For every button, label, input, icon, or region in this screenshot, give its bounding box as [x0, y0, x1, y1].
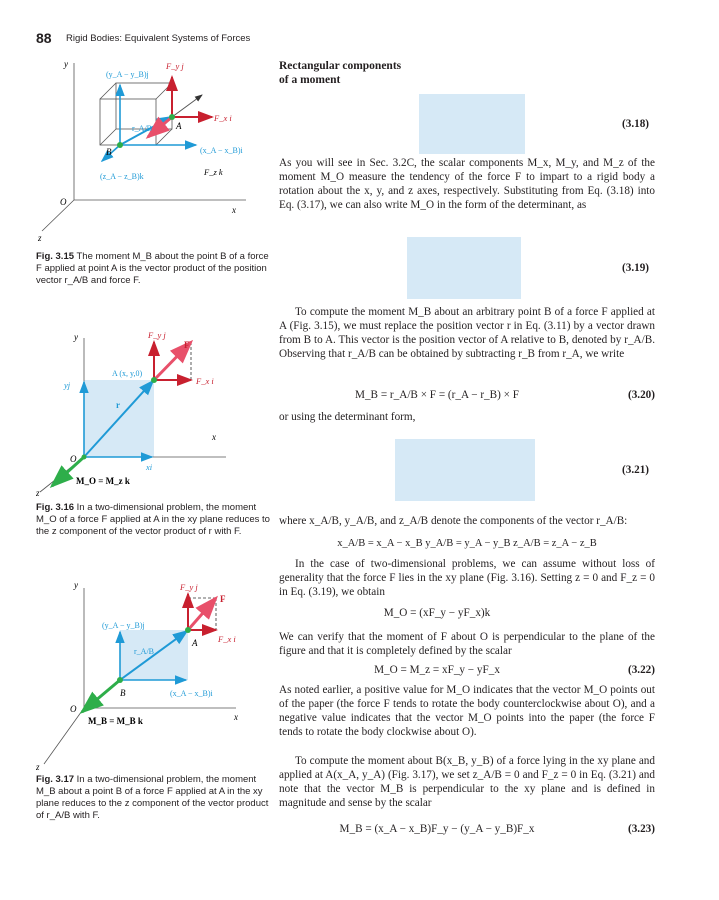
paragraph-7: As noted earlier, a positive value for M_O indicates that the vector M_O points out of the paper (the force F tends to rotate the body counterclockwise about O), and a negative value indicates that the vector M_O points into the paper (the force F tends to rotate the body clockwise about O).: [279, 684, 655, 739]
caption-label: Fig. 3.16: [36, 502, 75, 513]
label-O: O: [70, 704, 77, 714]
label-z: z: [38, 233, 42, 243]
label-x: x: [234, 712, 238, 722]
label-x: x: [212, 432, 216, 442]
point-A: [169, 114, 175, 120]
paragraph-8: To compute the moment about B(x_B, y_B) of a force lying in the xy plane and applied at A(x_A, y_A) (Fig. 3.17), we set z_A/B = 0 and F_z = 0 in Eq. (3.21) and note that the vector M_B is perpendicular to the xy plane and is defined in magnitude and sense by the scalar: [279, 755, 655, 810]
label-Fyj: F_y j: [166, 61, 184, 71]
caption-text: In a two-dimensional problem, the moment M_B about a point B of a force F applied at A in the xy plane reduces to the z component of the vector product of r_A/B with F.: [36, 774, 269, 821]
MB-vector: [82, 680, 120, 712]
equation-3-21-box: [395, 439, 535, 501]
label-Fzk: F_z k: [204, 167, 223, 177]
label-MO: M_O = M_z k: [76, 476, 130, 486]
label-z: z: [36, 762, 40, 770]
label-xAxB: (x_A − x_B)i: [170, 689, 213, 698]
paragraph-5: In the case of two-dimensional problems, we can assume without loss of generality that the force F lies in the xy plane (Fig. 3.16). Setting z = 0 and F_z = 0 in Eq. (3.19), we obtain: [279, 558, 655, 599]
label-MB: M_B = M_B k: [88, 716, 143, 726]
point-O: [82, 455, 87, 460]
label-y: y: [74, 580, 78, 590]
label-O: O: [70, 454, 77, 464]
label-Fxi: F_x i: [214, 113, 232, 123]
paragraph-2: To compute the moment M_B about an arbitrary point B of a force F applied at A (Fig. 3.15), we must replace the position vector r in Eq. (3.11) by a vector drawn from B to A. This vector is the position vector of A relative to B, denoted by r_A/B. Observing that r_A/B can be obtained by subtracting r_B from r_A, we write: [279, 306, 655, 361]
point-B: [117, 677, 123, 683]
point-A: [151, 377, 157, 383]
paragraph-6: We can verify that the moment of F about O is perpendicular to the plane of the figure and that it is completely defined by the scalar: [279, 631, 655, 658]
point-A: [185, 627, 191, 633]
label-B: B: [120, 688, 126, 698]
section-title-line-2: of a moment: [279, 74, 341, 86]
label-y: y: [64, 59, 68, 69]
label-x: x: [232, 205, 236, 215]
caption-text: The moment M_B about the point B of a force F applied at point A is the vector product of the position vector r_A/B and force F.: [36, 251, 269, 286]
caption-text: In a two-dimensional problem, the moment M_O of a force F applied at A in the xy plane reduces to the z component of the vector product of r with F.: [36, 502, 270, 537]
equation-3-19-box: [407, 237, 521, 299]
F-vector: [188, 598, 216, 630]
equation-3-21-number: (3.21): [622, 464, 650, 476]
caption-label: Fig. 3.17: [36, 774, 75, 785]
Fz-vector: [172, 95, 202, 117]
running-title: Rigid Bodies: Equivalent Systems of Forces: [66, 33, 251, 44]
label-rAB: r_A/B: [132, 124, 152, 133]
label-A: A: [192, 638, 198, 648]
label-A: A: [176, 121, 182, 131]
label-xi: xi: [146, 462, 153, 472]
label-F: F: [220, 594, 226, 604]
equation-3-22: M_O = M_z = xF_y − yF_x (3.22): [374, 664, 655, 676]
z-axis: [44, 708, 84, 764]
label-rAB: r_A/B: [134, 647, 154, 656]
label-F: F: [184, 340, 190, 350]
paragraph-3: or using the determinant form,: [279, 411, 416, 423]
equation-3-18-number: (3.18): [622, 118, 650, 130]
caption-3-15: [36, 251, 271, 287]
equation-components: x_A/B = x_A − x_B y_A/B = y_A − y_B z_A/B = z_A − z_B: [337, 538, 597, 549]
figure-3-15: [36, 55, 272, 247]
equation-3-23: M_B = (x_A − x_B)F_y − (y_A − y_B)F_x (3.23): [339, 823, 655, 835]
caption-3-17: [36, 774, 271, 822]
label-r: r: [116, 400, 120, 410]
caption-3-16: [36, 502, 271, 538]
label-z: z: [36, 488, 40, 498]
point-B: [117, 142, 123, 148]
label-zAzB: (z_A − z_B)k: [100, 172, 144, 181]
label-A: A (x, y,0): [112, 369, 143, 378]
label-yAyB: (y_A − y_B)j: [102, 621, 145, 630]
paragraph-4: where x_A/B, y_A/B, and z_A/B denote the components of the vector r_A/B:: [279, 515, 628, 527]
section-title: [279, 59, 401, 87]
section-title-line-1: Rectangular components: [279, 60, 402, 72]
figure-3-16: [36, 322, 272, 500]
paragraph-1: As you will see in Sec. 3.2C, the scalar components M_x, M_y, and M_z of the moment M_O measure the tendency of the force F to impart to a rigid body a rotation about the x, y, and z axes, respectively. Substituting from Eq. (3.18) into Eq. (3.17), we can also write M_O in the form of the determinant, as: [279, 157, 655, 212]
equation-3-19-number: (3.19): [622, 262, 650, 274]
equation-3-20: M_B = r_A/B × F = (r_A − r_B) × F (3.20): [355, 389, 655, 401]
caption-label: Fig. 3.15: [36, 251, 75, 262]
equation-2d: M_O = (xF_y − yF_x)k: [383, 607, 491, 619]
label-yj: yj: [64, 380, 71, 390]
equation-3-18-box: [419, 94, 525, 154]
label-Fxi: F_x i: [196, 376, 214, 386]
label-xAxB: (x_A − x_B)i: [200, 146, 243, 155]
label-y: y: [74, 332, 78, 342]
label-yAyB: (y_A − y_B)j: [106, 70, 149, 79]
label-B: B: [106, 147, 112, 157]
label-Fyj: F_y j: [148, 330, 166, 340]
page-number: 88: [36, 30, 52, 46]
label-O: O: [60, 197, 67, 207]
z-axis: [42, 200, 74, 231]
figure-3-17: [36, 578, 272, 770]
label-Fxi: F_x i: [218, 634, 236, 644]
label-Fyj: F_y j: [180, 582, 198, 592]
